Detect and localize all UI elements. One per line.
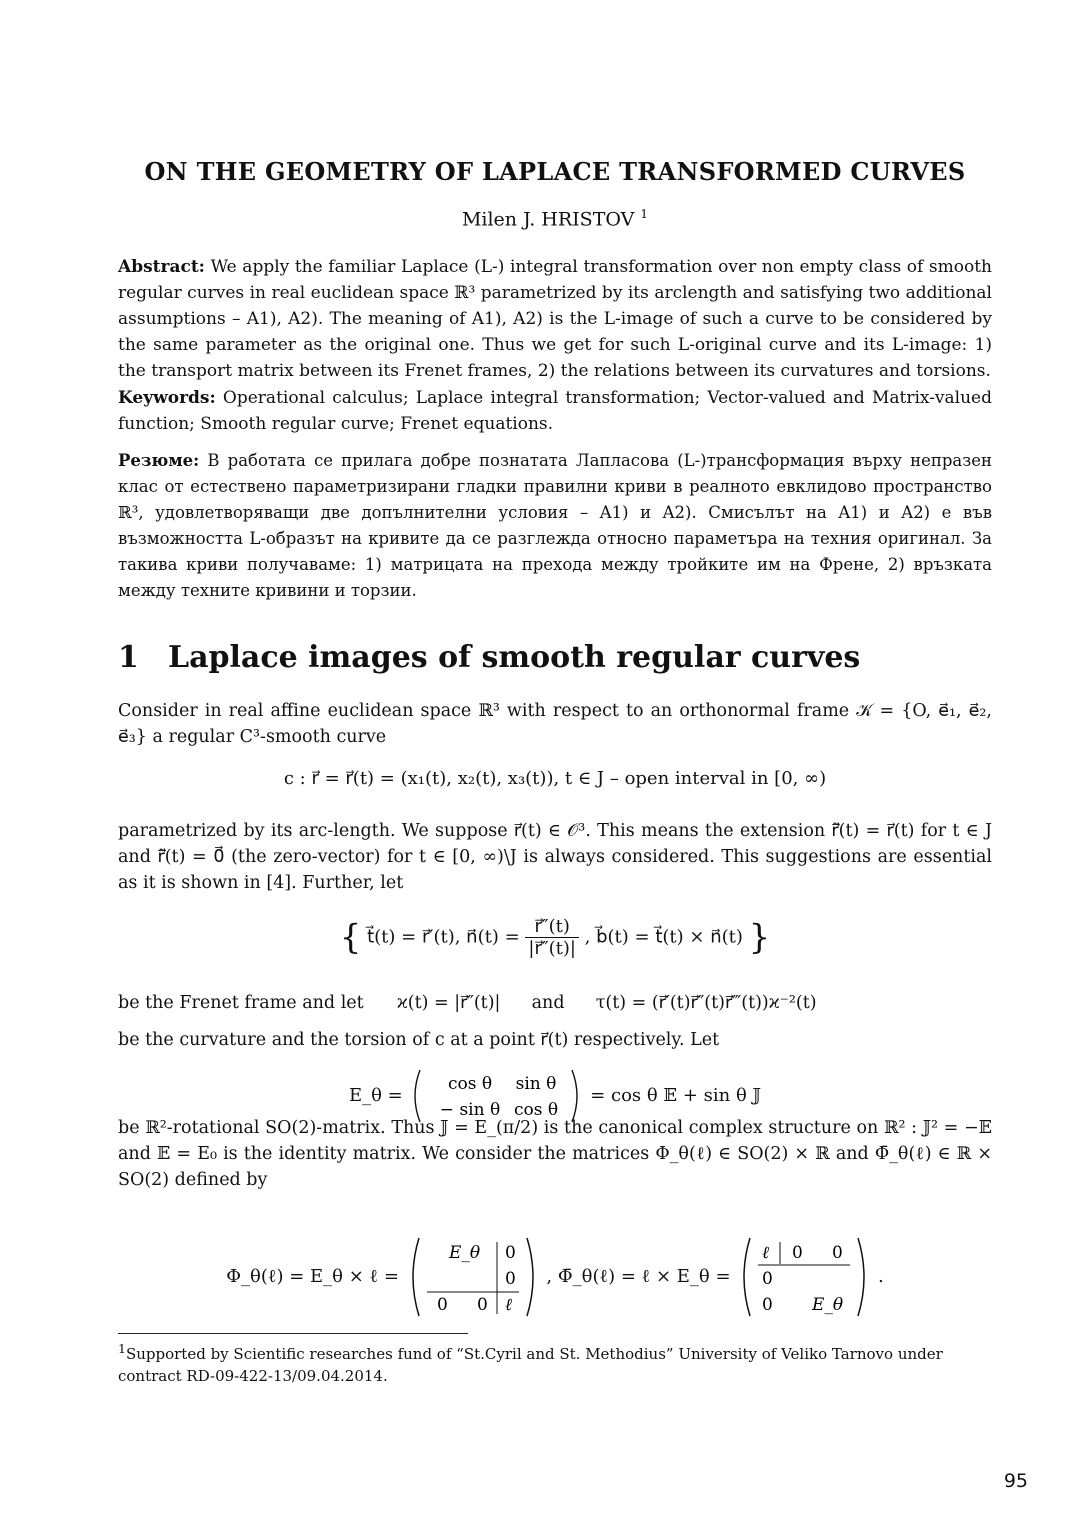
section-number: 1 — [118, 640, 139, 675]
keywords-label: Keywords: — [118, 388, 216, 408]
phi-cell-e: E_θ — [448, 1243, 480, 1263]
body-paragraph-1: Consider in real affine euclidean space ℝ³ with respect to an orthonormal frame 𝒦 = {O, e⃗₁, e⃗₂, e⃗₃} a regular C³-smooth curve — [118, 701, 992, 747]
phi-matrix — [405, 1234, 541, 1320]
phi-cell-zero-d: 0 — [476, 1295, 488, 1315]
normal-numerator: r⃗″(t) — [525, 916, 579, 938]
frenet-right: , b⃗(t) = t⃗(t) × n⃗(t) — [584, 926, 743, 948]
phi-right-paren — [527, 1238, 533, 1316]
phibar-cell-zero-b: 0 — [832, 1243, 844, 1263]
footnote-text: Supported by Scientific researches fund of “St.Cyril and St. Methodius” University of Veliko Tarnovo under contract RD-09-422-13/09.04.2014. — [118, 1345, 943, 1385]
abstract-label: Abstract: — [118, 257, 205, 277]
rotation-right: = cos θ 𝔼 + sin θ 𝕁 — [590, 1085, 762, 1106]
and-word: and — [531, 993, 565, 1013]
frenet-left: t⃗(t) = r⃗′(t), n⃗(t) = — [367, 926, 520, 948]
normal-fraction — [525, 916, 579, 959]
phi-cell-ell: ℓ — [504, 1295, 512, 1315]
phi-left: Φ_θ(ℓ) = E_θ × ℓ = — [226, 1266, 399, 1287]
phibar-cell-zero-a: 0 — [792, 1243, 804, 1263]
matrix-cell-21: − sin θ — [440, 1100, 501, 1120]
phibar-right-paren — [858, 1238, 864, 1316]
phi-cell-zero-a: 0 — [504, 1243, 516, 1263]
phi-cell-zero-b: 0 — [504, 1269, 516, 1289]
equation-phi-matrices — [118, 1234, 992, 1320]
paper-title: ON THE GEOMETRY OF LAPLACE TRANSFORMED CURVES — [144, 157, 966, 186]
phibar-cell-e: E_θ — [812, 1295, 844, 1315]
keywords — [118, 385, 992, 437]
section-heading — [118, 640, 992, 675]
equation-curve: c : r⃗ = r⃗(t) = (x₁(t), x₂(t), x₃(t)), t ∈ J – open interval in [0, ∞) — [283, 768, 827, 789]
body-paragraph-3 — [118, 990, 992, 1016]
phibar-cell-ell: ℓ — [762, 1243, 770, 1263]
body-paragraph-5: be ℝ²-rotational SO(2)-matrix. Thus 𝕁 = E_(π/2) is the canonical complex structure on ℝ² : 𝕁² = −𝔼 and 𝔼 = E₀ is the identity matrix. We consider the matrices Φ_θ(ℓ) ∈ SO(2) × ℝ and Φ̄_θ(ℓ) ∈ ℝ × SO(2) defined by — [118, 1118, 992, 1190]
phibar-cell-zero-d: 0 — [762, 1295, 774, 1315]
body-paragraph-4: be the curvature and the torsion of c at a point r⃗(t) respectively. Let — [118, 1030, 720, 1050]
keywords-text: Operational calculus; Laplace integral transformation; Vector-valued and Matrix-valued function; Smooth regular curve; Frenet equations. — [118, 388, 993, 434]
author-line — [118, 207, 992, 230]
resume — [118, 448, 992, 604]
phibar-matrix — [736, 1234, 872, 1320]
frenet-text: be the Frenet frame and let — [118, 993, 364, 1013]
resume-text: В работата се прилага добре познатата Лапласова (L-)трансформация върху непразен клас от естествено параметризирани гладки правилни криви в реалното евклидово пространство ℝ³, удовлетворяващи две допълнителни условия – A1) и A2). Смисълът на A1) и A2) е във възможността L-образът на кривите да се разглежда относно параметъра на техния оригинал. За такива криви получаваме: 1) матрицата на прехода между тройките им на Френе, 2) връзката между техните кривини и торзии. — [118, 451, 992, 600]
page-number: 95 — [1003, 1470, 1028, 1492]
section-title: Laplace images of smooth regular curves — [168, 640, 861, 675]
footnote-mark: 1 — [118, 1341, 126, 1356]
body-paragraph-2: parametrized by its arc-length. We suppose r⃗(t) ∈ 𝒪³. This means the extension r⃗̃(t) = r⃗(t) for t ∈ J and r⃗̃(t) = 0⃗ (the zero-vector) for t ∈ [0, ∞)\J is always considered. This suggestions are essential as it is shown in [4]. Further, let — [118, 821, 992, 893]
phibar-left: , Φ̄_θ(ℓ) = ℓ × E_θ = — [546, 1266, 731, 1287]
phibar-cell-zero-c: 0 — [762, 1269, 774, 1289]
footnote-divider — [118, 1333, 468, 1334]
equation-frenet-frame — [118, 916, 992, 959]
matrix-cell-11: cos θ — [448, 1074, 493, 1094]
resume-label: Резюме: — [118, 451, 200, 470]
rotation-left: E_θ = — [348, 1085, 403, 1106]
left-brace: { — [339, 917, 362, 958]
author-footnote-mark: 1 — [640, 207, 649, 221]
author-name: Milen J. HRISTOV — [461, 208, 635, 231]
curvature-formula: ϰ(t) = |r⃗″(t)| — [396, 993, 501, 1013]
right-brace: } — [748, 917, 771, 958]
torsion-formula: τ(t) = (r⃗′(t)r⃗″(t)r⃗‴(t))ϰ⁻²(t) — [595, 993, 817, 1013]
matrix-cell-22: cos θ — [514, 1100, 559, 1120]
phi-cell-zero-c: 0 — [436, 1295, 448, 1315]
equation-period: . — [878, 1266, 884, 1287]
abstract — [118, 254, 992, 384]
normal-denominator: |r⃗″(t)| — [528, 938, 576, 959]
phibar-left-paren — [744, 1238, 750, 1316]
matrix-cell-12: sin θ — [516, 1074, 557, 1094]
phi-left-paren — [413, 1238, 419, 1316]
abstract-text: We apply the familiar Laplace (L-) integral transformation over non empty class of smooth regular curves in real euclidean space ℝ³ parametrized by its arclength and satisfying two additional assumptions – A1), A2). The meaning of A1), A2) is the L-image of such a curve to be considered by the same parameter as the original one. Thus we get for such L-original curve and its L-image: 1) the transport matrix between its Frenet frames, 2) the relations between its curvatures and torsions. — [118, 257, 992, 381]
footnote — [118, 1338, 992, 1387]
